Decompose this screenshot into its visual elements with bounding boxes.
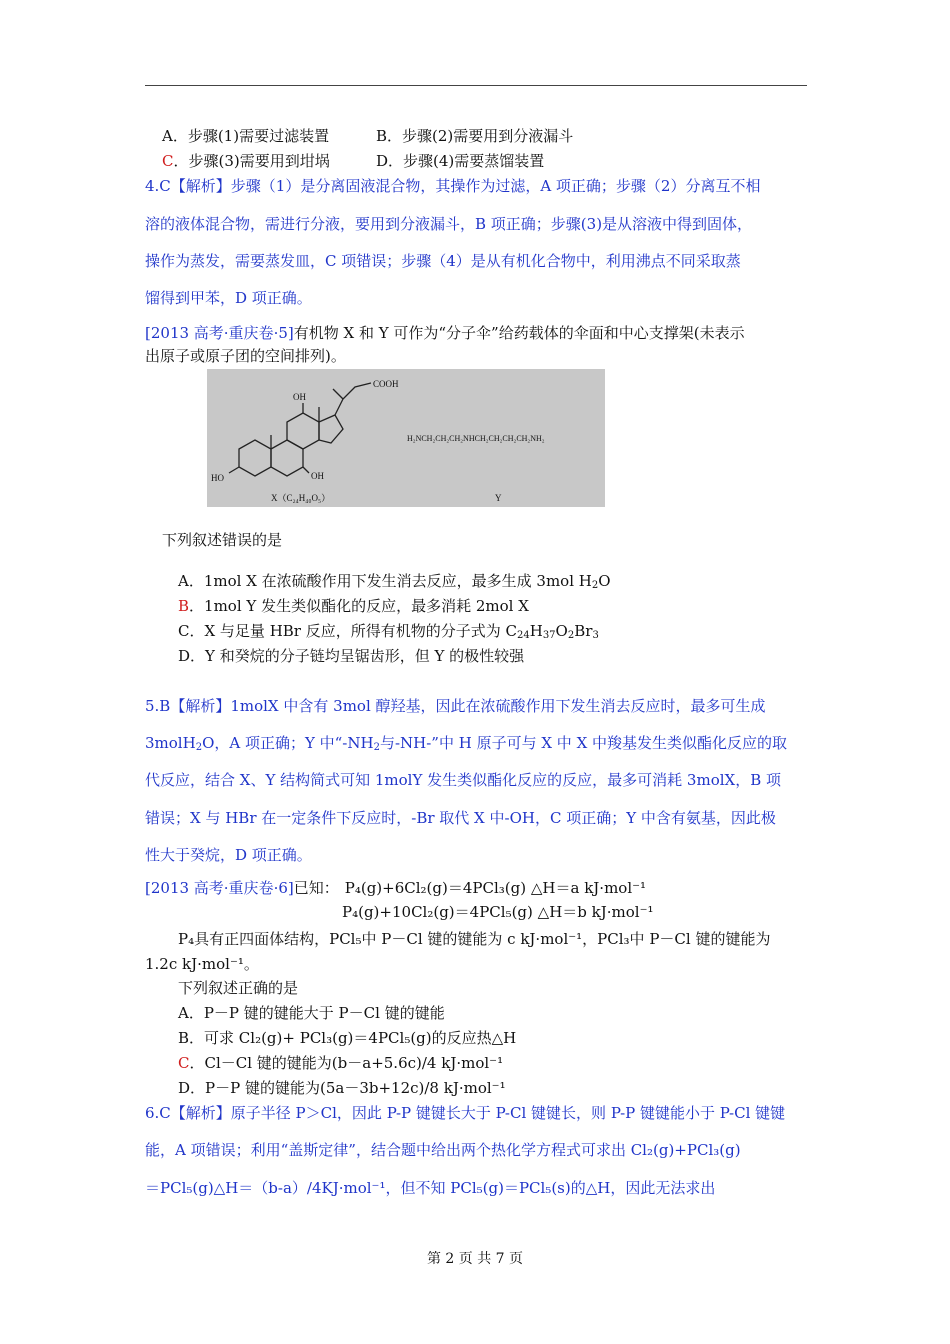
q6-equation-1: P₄(g)+6Cl₂(g)＝4PCl₃(g) △H＝a kJ·mol⁻¹ xyxy=(344,879,647,897)
q5-explanation-line-2 xyxy=(145,733,787,753)
oh-top-label: OH xyxy=(293,392,306,402)
q5-option-c-h: H xyxy=(529,622,543,640)
q5-option-d: D．Y 和癸烷的分子链均呈锯齿形，但 Y 的极性较强 xyxy=(178,647,525,665)
q5-option-c-sub-4: 3 xyxy=(592,630,599,641)
q6-option-c-text: ．Cl－Cl 键的键能为(b－a+5.6c)/4 kJ·mol⁻¹ xyxy=(189,1054,504,1072)
molecule-y-label: Y xyxy=(495,493,502,503)
q6-stem-line-1 xyxy=(145,878,646,898)
q4-explanation-line-3: 操作为蒸发，需要蒸发皿，C 项错误；步骤（4）是从有机化合物中，利用沸点不同采取蒸 xyxy=(145,252,741,270)
q5-option-b-text: ．1mol Y 发生类似酯化的反应，最多消耗 2mol X xyxy=(189,597,529,615)
molecule-figure xyxy=(207,369,605,507)
q5-stem-line-1 xyxy=(145,323,745,343)
q5-option-c-sub-3: 2 xyxy=(567,630,575,641)
q5-option-a xyxy=(178,571,611,591)
q5-stem-text: 有机物 X 和 Y 可作为“分子伞”给药载体的伞面和中心支撑架(未表示 xyxy=(293,324,745,342)
q5-option-b-letter: B xyxy=(178,597,190,615)
q4-explanation-line-4: 馏得到甲苯，D 项正确。 xyxy=(145,289,312,307)
q6-known: 已知： xyxy=(293,879,339,897)
q5-exp2-b: O，A 项正确；Y 中“-NH xyxy=(202,734,374,752)
q4-explanation-line-1: 4.C【解析】步骤（1）是分离固液混合物，其操作为过滤，A 项正确；步骤（2）分离互不相 xyxy=(145,177,761,195)
q5-option-c-br: Br xyxy=(574,622,593,640)
q5-explanation-line-5: 性大于癸烷，D 项正确。 xyxy=(145,846,312,864)
q5-explanation-line-4: 错误；X 与 HBr 在一定条件下反应时，-Br 取代 X 中-OH，C 项正确；Y 中含有氨基，因此极 xyxy=(145,809,776,827)
molecule-y-formula: H₂NCH₂CH₂CH₂NHCH₂CH₂CH₂CH₂NH₂ xyxy=(407,434,545,443)
q5-exp2-sub-2: 2 xyxy=(373,742,380,753)
q6-equation-2: P₄(g)+10Cl₂(g)＝4PCl₅(g) △H＝b kJ·mol⁻¹ xyxy=(342,903,654,921)
q4-explanation-line-2: 溶的液体混合物，需进行分液，要用到分液漏斗，B 项正确；步骤(3)是从溶液中得到固体， xyxy=(145,215,753,233)
q4-option-d: D．步骤(4)需要蒸馏装置 xyxy=(376,152,545,170)
q5-exp2-sub: 2 xyxy=(195,742,203,753)
page-footer: 第 2 页 共 7 页 xyxy=(426,1251,524,1267)
q5-exp2-a: 3molH xyxy=(145,734,196,752)
q5-option-c-sub-2: 37 xyxy=(542,630,556,641)
q4-option-c xyxy=(162,151,330,171)
q4-option-c-text: ．步骤(3)需要用到坩埚 xyxy=(173,152,330,170)
q4-option-b: B．步骤(2)需要用到分液漏斗 xyxy=(376,127,574,145)
oh-bottom-label: OH xyxy=(311,471,324,481)
cooh-label: COOH xyxy=(373,379,399,389)
q6-source: [2013 高考·重庆卷·6] xyxy=(145,879,294,897)
q5-stem-line-2: 出原子或原子团的空间排列)。 xyxy=(145,347,346,365)
molecule-x-label: X（C₂₄H₄₀O₅） xyxy=(271,493,331,503)
q4-option-c-letter: C xyxy=(162,152,174,170)
q5-option-b xyxy=(178,596,529,616)
q5-option-c xyxy=(178,621,599,641)
q5-option-a-text: A．1mol X 在浓硫酸作用下发生消去反应，最多生成 3mol H xyxy=(178,572,592,590)
q5-source: [2013 高考·重庆卷·5] xyxy=(145,324,294,342)
q5-explanation-line-1: 5.B【解析】1molX 中含有 3mol 醇羟基，因此在浓硫酸作用下发生消去反应时，最多可生成 xyxy=(145,697,766,715)
q5-exp2-c: 与-NH-”中 H 原子可与 X 中 X 中羧基发生类似酯化反应的取 xyxy=(379,734,788,752)
q6-explanation-line-2: 能，A 项错误；利用“盖斯定律”，结合题中给出两个热化学方程式可求出 Cl₂(g)+PCl₃(g) xyxy=(145,1141,741,1159)
ho-label: HO xyxy=(211,473,224,483)
header-rule xyxy=(145,85,807,86)
q5-option-c-sub-1: 24 xyxy=(516,630,530,641)
q6-option-c xyxy=(178,1053,503,1073)
q6-stem-line-3: 1.2c kJ·mol⁻¹。 xyxy=(145,955,259,973)
q6-question: 下列叙述正确的是 xyxy=(178,979,299,997)
q6-option-d: D．P－P 键的键能为(5a－3b+12c)/8 kJ·mol⁻¹ xyxy=(178,1079,506,1097)
q4-option-a: A．步骤(1)需要过滤装置 xyxy=(162,127,330,145)
q5-question: 下列叙述错误的是 xyxy=(162,531,283,549)
q6-option-c-letter: C xyxy=(178,1054,190,1072)
q5-option-a-tail: O xyxy=(598,572,611,590)
q5-option-c-text: C．X 与足量 HBr 反应，所得有机物的分子式为 C xyxy=(178,622,517,640)
q5-explanation-line-3: 代反应，结合 X、Y 结构简式可知 1molY 发生类似酯化反应的反应，最多可消耗 3molX，B 项 xyxy=(145,771,781,789)
q6-option-a: A．P－P 键的键能大于 P－Cl 键的键能 xyxy=(178,1004,445,1022)
q6-option-b: B．可求 Cl₂(g)+ PCl₃(g)＝4PCl₅(g)的反应热△H xyxy=(178,1029,517,1047)
q5-option-c-o: O xyxy=(555,622,568,640)
q6-explanation-line-3: ＝PCl₅(g)△H＝（b-a）/4KJ·mol⁻¹，但不知 PCl₅(g)＝PCl₅(s)的△H，因此无法求出 xyxy=(145,1179,716,1197)
q6-stem-line-2: P₄具有正四面体结构，PCl₅中 P－Cl 键的键能为 c kJ·mol⁻¹，PCl₃中 P－Cl 键的键能为 xyxy=(178,930,771,948)
q5-option-a-sub: 2 xyxy=(591,580,599,591)
q6-explanation-line-1: 6.C【解析】原子半径 P＞Cl，因此 P-P 键键长大于 P-Cl 键键长，则 P-P 键键能小于 P-Cl 键键 xyxy=(145,1104,786,1122)
molecule-structures xyxy=(207,369,605,507)
